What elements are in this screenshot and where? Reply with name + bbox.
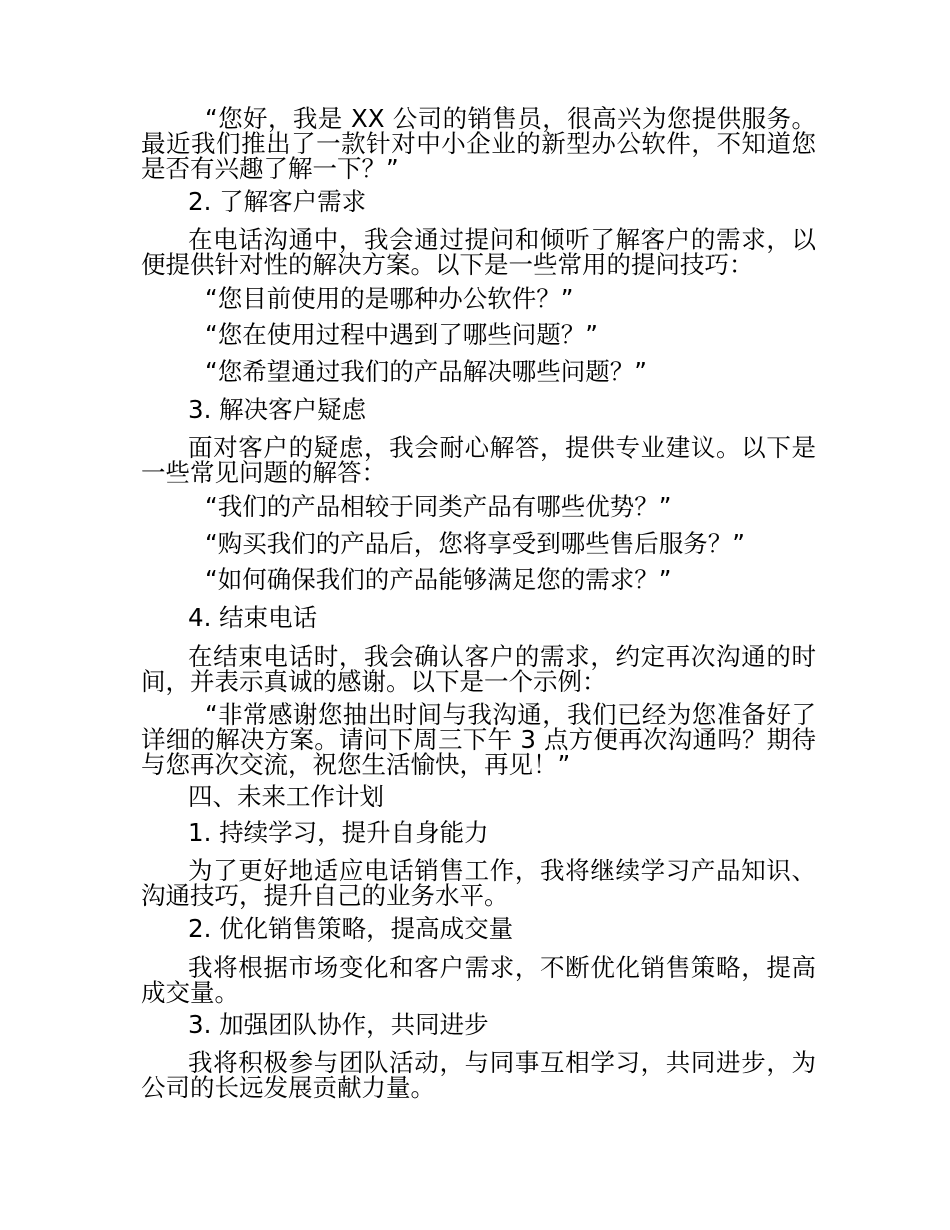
plan-heading-teamwork: 3. 加强团队协作，共同进步 xyxy=(188,1010,489,1039)
paragraph-learning: 为了更好地适应电话销售工作，我将继续学习产品知识、沟通技巧，提升自己的业务水平。 xyxy=(141,856,816,910)
faq-quote: “我们的产品相较于同类产品有哪些优势？” xyxy=(205,492,672,521)
paragraph-concerns: 面对客户的疑虑，我会耐心解答，提供专业建议。以下是一些常见问题的解答： xyxy=(141,433,816,487)
section-heading-resolve-concerns: 3. 解决客户疑虑 xyxy=(188,395,367,424)
question-quote: “您目前使用的是哪种办公软件？” xyxy=(205,284,574,313)
paragraph-teamwork: 我将积极参与团队活动，与同事互相学习，共同进步，为公司的长远发展贡献力量。 xyxy=(141,1048,816,1102)
closing-quote: “非常感谢您抽出时间与我沟通，我们已经为您准备好了详细的解决方案。请问下周三下午 3 点方便再次沟通吗？期待与您再次交流，祝您生活愉快，再见！” xyxy=(141,700,816,779)
faq-quote: “如何确保我们的产品能够满足您的需求？” xyxy=(205,565,672,594)
question-quote: “您在使用过程中遇到了哪些问题？” xyxy=(205,320,598,349)
script-opening-quote: “您好，我是 XX 公司的销售员，很高兴为您提供服务。最近我们推出了一款针对中小企业的新型办公软件，不知道您是否有兴趣了解一下？” xyxy=(141,104,816,183)
faq-quote: “购买我们的产品后，您将享受到哪些售后服务？” xyxy=(205,529,745,558)
section-heading-end-call: 4. 结束电话 xyxy=(188,603,318,632)
section-heading-understand-needs: 2. 了解客户需求 xyxy=(188,187,367,216)
question-quote: “您希望通过我们的产品解决哪些问题？” xyxy=(205,357,647,386)
plan-heading-learning: 1. 持续学习，提升自身能力 xyxy=(188,818,489,847)
paragraph-strategy: 我将根据市场变化和客户需求，不断优化销售策略，提高成交量。 xyxy=(141,953,816,1007)
paragraph-needs: 在电话沟通中，我会通过提问和倾听了解客户的需求，以便提供针对性的解决方案。以下是一些常用的提问技巧： xyxy=(141,225,816,279)
chapter-heading-future-plan: 四、未来工作计划 xyxy=(188,782,384,811)
plan-heading-strategy: 2. 优化销售策略，提高成交量 xyxy=(188,914,514,943)
paragraph-end-call: 在结束电话时，我会确认客户的需求，约定再次沟通的时间，并表示真诚的感谢。以下是一个示例： xyxy=(141,642,816,696)
